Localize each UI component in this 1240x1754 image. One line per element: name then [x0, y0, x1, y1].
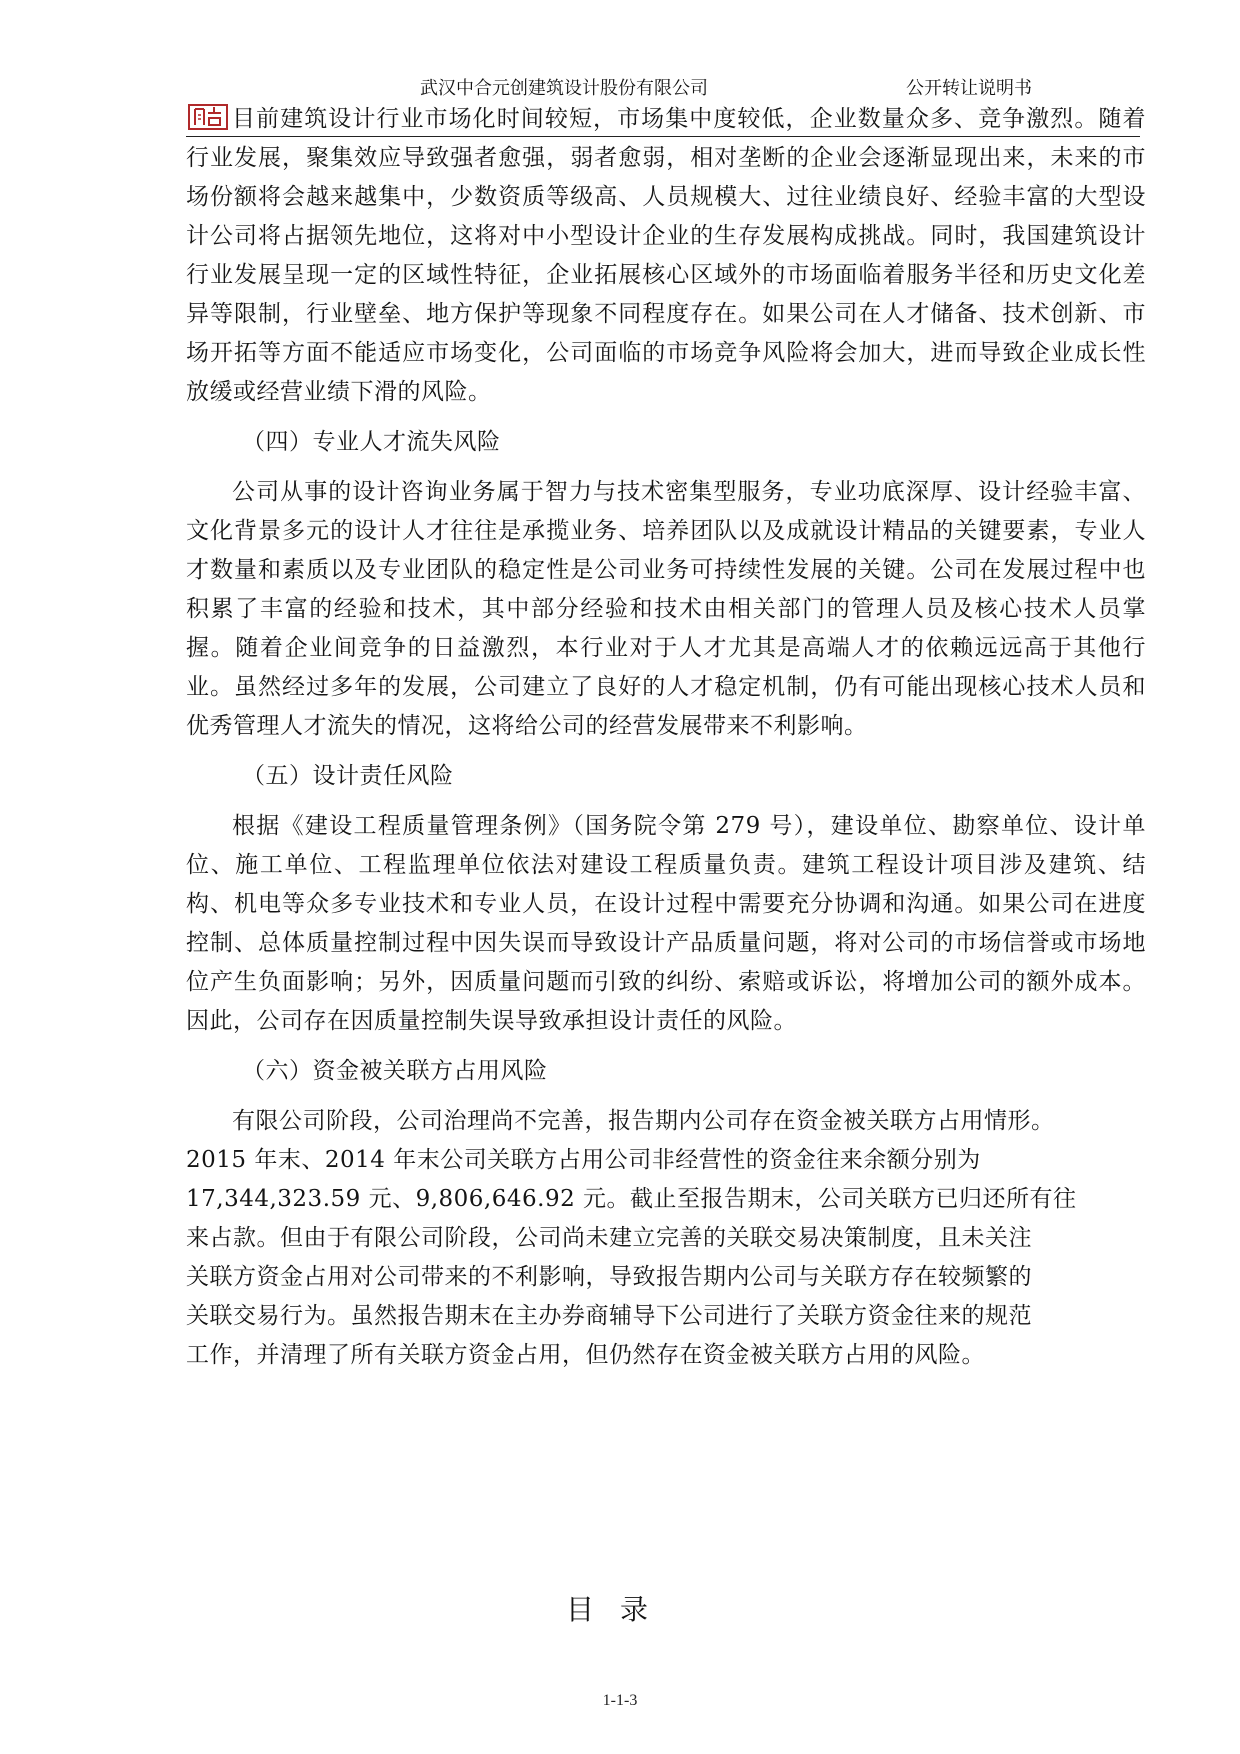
header-document-type: 公开转让说明书 [906, 78, 1032, 99]
page-number: 1-1-3 [602, 1692, 638, 1709]
text-line: 关联方资金占用对公司带来的不利影响，导致报告期内公司与关联方存在较频繁的 [186, 1264, 1032, 1290]
text-line: 2015 年末、2014 年末公司关联方占用公司非经营性的资金往来余额分别为 [186, 1147, 981, 1173]
text-line: 有限公司阶段，公司治理尚不完善，报告期内公司存在资金被关联方占用情形。 [232, 1108, 1055, 1134]
section-heading-design-risk: （五）设计责任风险 [242, 763, 454, 789]
text-line: 关联交易行为。虽然报告期末在主办券商辅导下公司进行了关联方资金往来的规范 [186, 1303, 1032, 1329]
paragraph-design-liability: 根据《建设工程质量管理条例》（国务院令第 279 号），建设单位、勘察单位、设计单位、施工单位、工程监理单位依法对建设工程质量负责。建筑工程设计项目涉及建筑、结构、机电等众多专业技术和专业人员，在设计过程中需要充分协调和沟通。如果公司在进度控制、总体质量控制过程中因失误而导致设计产品质量问题，将对公司的市场信誉或市场地位产生负面影响；另外，因质量问题而引致的纠纷、索赔或诉讼，将增加公司的额外成本。因此，公司存在因质量控制失误导致承担设计责任的风险。 [186, 813, 1146, 1034]
text-line: 工作，并清理了所有关联方资金占用，但仍然存在资金被关联方占用的风险。 [186, 1342, 985, 1368]
document-body [186, 100, 1146, 1375]
table-of-contents-title: 目录 [565, 1593, 674, 1626]
page-header [0, 74, 1240, 100]
header-company-name: 武汉中合元创建筑设计股份有限公司 [420, 78, 708, 99]
section-heading-funds-risk: （六）资金被关联方占用风险 [242, 1058, 548, 1084]
paragraph-market-competition: 目前建筑设计行业市场化时间较短，市场集中度较低，企业数量众多、竞争激烈。随着行业发展，聚集效应导致强者愈强，弱者愈弱，相对垄断的企业会逐渐显现出来，未来的市场份额将会越来越集中，少数资质等级高、人员规模大、过往业绩良好、经验丰富的大型设计公司将占据领先地位，这将对中小型设计企业的生存发展构成挑战。同时，我国建筑设计行业发展呈现一定的区域性特征，企业拓展核心区域外的市场面临着服务半径和历史文化差异等限制，行业壁垒、地方保护等现象不同程度存在。如果公司在人才储备、技术创新、市场开拓等方面不能适应市场变化，公司面临的市场竞争风险将会加大，进而导致企业成长性放缓或经营业绩下滑的风险。 [186, 106, 1146, 405]
paragraph-related-party-funds [186, 1102, 1146, 1375]
section-heading-talent-risk: （四）专业人才流失风险 [242, 429, 501, 455]
text-line: 来占款。但由于有限公司阶段，公司尚未建立完善的关联交易决策制度，且未关注 [186, 1225, 1032, 1251]
text-line: 17,344,323.59 元、9,806,646.92 元。截止至报告期末，公司关联方已归还所有往 [186, 1186, 1077, 1212]
paragraph-talent-loss: 公司从事的设计咨询业务属于智力与技术密集型服务，专业功底深厚、设计经验丰富、文化背景多元的设计人才往往是承揽业务、培养团队以及成就设计精品的关键要素，专业人才数量和素质以及专业团队的稳定性是公司业务可持续性发展的关键。公司在发展过程中也积累了丰富的经验和技术，其中部分经验和技术由相关部门的管理人员及核心技术人员掌握。随着企业间竞争的日益激烈，本行业对于人才尤其是高端人才的依赖远远高于其他行业。虽然经过多年的发展，公司建立了良好的人才稳定机制，仍有可能出现核心技术人员和优秀管理人才流失的情况，这将给公司的经营发展带来不利影响。 [186, 479, 1146, 739]
